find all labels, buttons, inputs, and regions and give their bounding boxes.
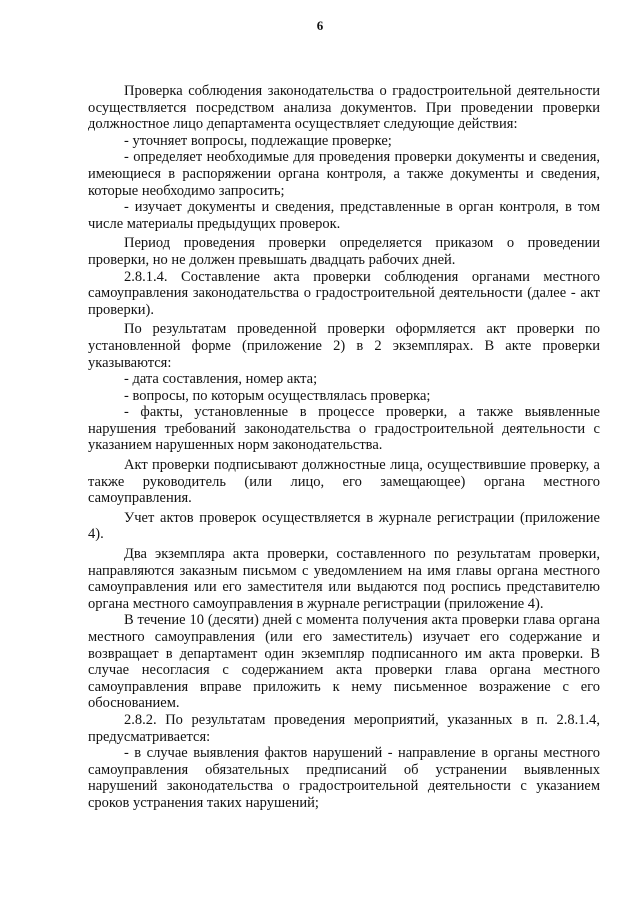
paragraph: Два экземпляра акта проверки, составленного по результатам проверки, направляются заказным письмом с уведомлением на имя главы органа местного самоуправления или его заместителя или выдаются под роспись представителю органа местного самоуправления в журнале регистрации (приложение 4). — [88, 546, 600, 612]
section-heading-2-8-1-4: 2.8.1.4. Составление акта проверки соблюдения органами местного самоуправления законодательства о градостроительной деятельности (далее - акт проверки). — [88, 268, 600, 318]
document-body — [88, 83, 600, 812]
list-item: - вопросы, по которым осуществлялась проверка; — [124, 387, 431, 404]
list-item: - определяет необходимые для проведения проверки документы и сведения, имеющиеся в распоряжении органа контроля, а также документы и сведения, которые необходимо запросить; — [88, 149, 600, 199]
list-item: - дата составления, номер акта; — [124, 371, 318, 388]
paragraph: По результатам проведенной проверки оформляется акт проверки по установленной форме (приложение 2) в 2 экземплярах. В акте проверки указываются: — [88, 321, 600, 371]
list-item: - уточняет вопросы, подлежащие проверке; — [124, 132, 392, 149]
list-item: - в случае выявления фактов нарушений - направление в органы местного самоуправления обязательных предписаний об устранении выявленных нарушений законодательства о градостроительной деятельности с указанием сроков устранения таких нарушений; — [88, 745, 600, 811]
list-item: - изучает документы и сведения, представленные в орган контроля, в том числе материалы предыдущих проверок. — [88, 199, 600, 232]
paragraph: Период проведения проверки определяется приказом о проведении проверки, но не должен превышать двадцать рабочих дней. — [88, 235, 600, 268]
page-number: 6 — [316, 18, 324, 33]
section-heading-2-8-2: 2.8.2. По результатам проведения мероприятий, указанных в п. 2.8.1.4, предусматривается: — [88, 711, 600, 745]
paragraph: Акт проверки подписывают должностные лица, осуществившие проверку, а также руководитель (или лицо, его замещающее) органа местного самоуправления. — [88, 457, 600, 507]
list-item: - факты, установленные в процессе проверки, а также выявленные нарушения требований законодательства о градостроительной деятельности с указанием нарушенных норм законодательства. — [88, 404, 600, 454]
paragraph: Учет актов проверок осуществляется в журнале регистрации (приложение 4). — [88, 509, 600, 543]
paragraph: Проверка соблюдения законодательства о градостроительной деятельности осуществляется посредством анализа документов. При проведении проверки должностное лицо департамента осуществляет следующие действия: — [88, 83, 600, 133]
paragraph: В течение 10 (десяти) дней с момента получения акта проверки глава органа местного самоуправления (или его заместитель) изучает его содержание и возвращает в департамент один экземпляр подписанного им акта проверки. В случае несогласия с содержанием акта проверки глава органа местного самоуправления вправе приложить к нему письменное возражение с его обоснованием. — [88, 612, 600, 712]
